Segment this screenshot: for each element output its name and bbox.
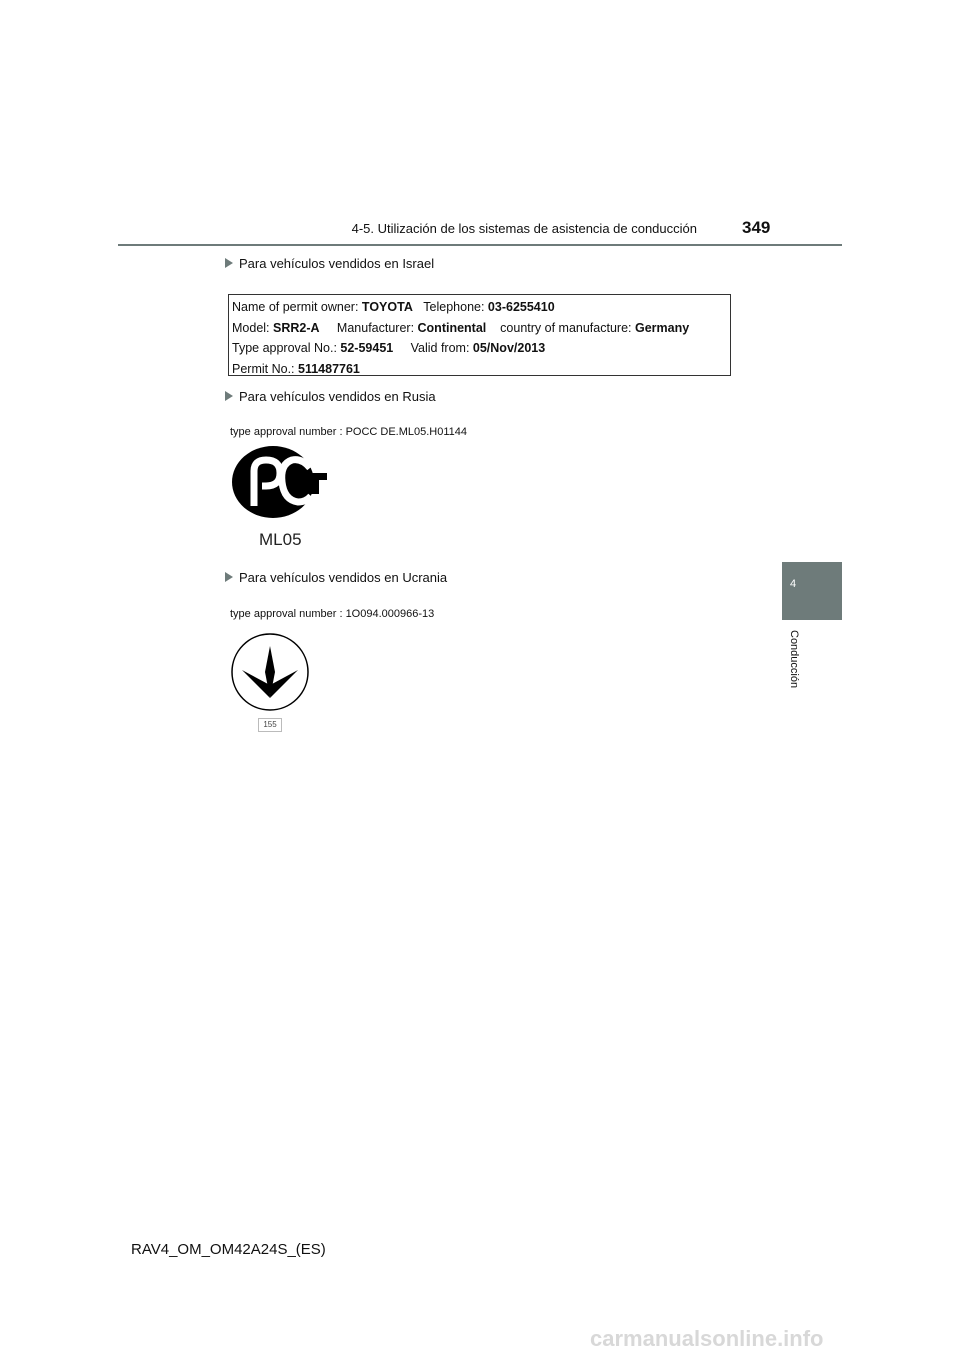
heading-text: Para vehículos vendidos en Ucrania xyxy=(239,570,448,585)
israel-permit-box xyxy=(228,294,731,376)
permit-line-2: Model: SRR2-A Manufacturer: Continental country of manufacture: Germany xyxy=(232,320,690,335)
pct-certification-logo-icon xyxy=(232,446,332,521)
ukraine-approval-number: type approval number : 1O094.000966-13 xyxy=(230,608,435,620)
watermark: carmanualsonline.info xyxy=(590,1326,824,1351)
permit-line-1: Name of permit owner: TOYOTA Telephone: 03-6255410 xyxy=(232,300,555,314)
chapter-tab xyxy=(782,562,842,620)
chapter-title: Conducción xyxy=(788,630,800,689)
permit-line-4: Permit No.: 511487761 xyxy=(232,361,360,376)
page-number: 349 xyxy=(742,218,771,237)
bullet-triangle-icon xyxy=(225,391,233,401)
heading-text: Para vehículos vendidos en Israel xyxy=(239,256,435,271)
russia-approval-number: type approval number : POCC DE.ML05.H01144 xyxy=(230,426,468,438)
bullet-triangle-icon xyxy=(225,258,233,268)
header-divider xyxy=(118,244,842,246)
ukrsepro-logo-code: 155 xyxy=(258,718,282,732)
heading-russia xyxy=(225,389,436,404)
document-code: RAV4_OM_OM42A24S_(ES) xyxy=(131,1241,326,1258)
heading-text: Para vehículos vendidos en Rusia xyxy=(239,389,436,404)
permit-line-3: Type approval No.: 52-59451 Valid from: 05/Nov/2013 xyxy=(232,341,546,355)
bullet-triangle-icon xyxy=(225,572,233,582)
heading-ukraine xyxy=(225,570,447,585)
pct-logo-code: ML05 xyxy=(259,530,302,549)
section-header: 4-5. Utilización de los sistemas de asistencia de conducción xyxy=(351,221,697,236)
heading-israel xyxy=(225,256,434,271)
chapter-number: 4 xyxy=(790,578,797,590)
ukrsepro-certification-logo-icon xyxy=(230,632,312,714)
